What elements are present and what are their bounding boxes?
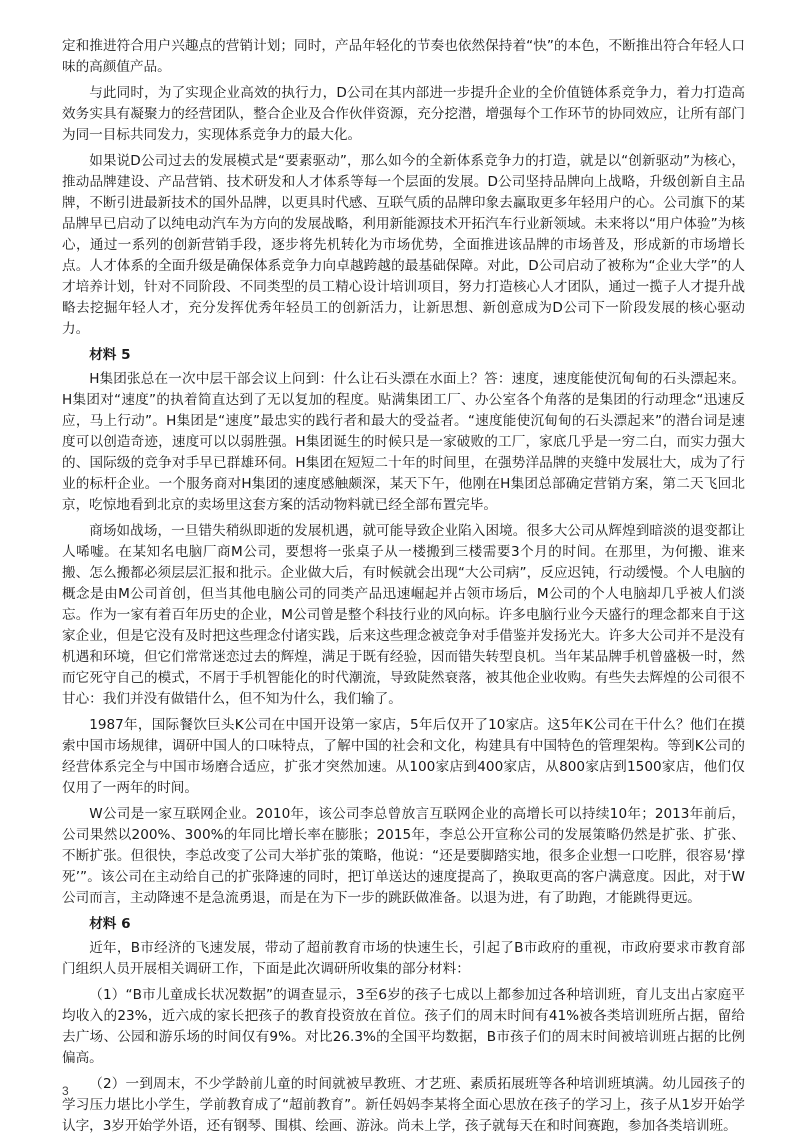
paragraph: （2）一到周末，不少学龄前儿童的时间就被早教班、才艺班、素质拓展班等各种培训班填满。幼儿园孩子的学习压力堪比小学生，学前教育成了“超前教育”。新任妈妈李某将全面心思放在孩子的学习上，孩子从1岁开始学认字，3岁开始学外语，还有钢琴、围棋、绘画、游泳。尚未上学，孩子就每天在和时间赛跑，参加各类培训班。 — [62, 1076, 745, 1134]
page-number: 3 — [62, 1084, 69, 1098]
paragraph: 近年，B市经济的飞速发展，带动了超前教育市场的快速生长，引起了B市政府的重视，市政府要求市教育部门组织人员开展相关调研工作，下面是此次调研所收集的部分材料： — [62, 940, 745, 977]
paragraph: 商场如战场，一旦错失稍纵即逝的发展机遇，就可能导致企业陷入困境。很多大公司从辉煌到暗淡的退变都让人唏嘘。在某知名电脑厂商M公司，要想将一张桌子从一楼搬到三楼需要3个月的时间。在那里，为何搬、谁来搬、怎么搬都必须层层汇报和批示。企业做大后，有时候就会出现“大公司病”，反应迟钝，行动缓慢。个人电脑的概念是由M公司首创，但当其他电脑公司的同类产品迅速崛起并占领市场后，M公司的个人电脑却几乎被人们淡忘。作为一家有着百年历史的企业，M公司曾是整个科技行业的风向标。许多电脑行业今天盛行的理念都来自于这家企业，但是它没有及时把这些理念付诸实践，后来这些理念被竞争对手借鉴并发扬光大。许多大公司并不是没有机遇和环境，但它们常常迷恋过去的辉煌，满足于既有经验，因而错失转型良机。当年某品牌手机曾盛极一时，然而它死守自己的模式，不屑于手机智能化的时代潮流，导致陡然衰落，被其他企业收购。有些失去辉煌的公司很不甘心：我们并没有做错什么，但不知为什么，我们输了。 — [62, 523, 745, 707]
paragraph: H集团张总在一次中层干部会议上问到：什么让石头漂在水面上？答：速度，速度能使沉甸甸的石头漂起来。H集团对“速度”的执着简直达到了无以复加的程度。贴满集团工厂、办公室各个角落的是集团的行动理念“迅速反应，马上行动”。H集团是“速度”最忠实的践行者和最大的受益者。“速度能使沉甸甸的石头漂起来”的潜台词是速度可以创造奇迹，速度可以以弱胜强。H集团诞生的时候只是一家破败的工厂，家底几乎是一穷二白，而实力强大的、国际级的竞争对手早已群雄环伺。H集团在短短二十年的时间里，在强势洋品牌的夹缝中发展壮大，成为了行业的标杆企业。一个服务商对H集团的速度感触颇深，某天下午，他刚在H集团总部确定营销方案，第二天飞回北京，吃惊地看到北京的卖场里这套方案的活动物料就已经全部布置完毕。 — [62, 371, 745, 513]
paragraph: W公司是一家互联网企业。2010年，该公司李总曾放言互联网企业的高增长可以持续10年；2013年前后，公司果然以200%、300%的年同比增长率在膨胀；2015年，李总公开宣称公司的发展策略仍然是扩张、扩张、不断扩张。但很快，李总改变了公司大举扩张的策略，他说：“还是要脚踏实地，很多企业想一口吃胖，很容易‘撑死’”。该公司在主动给自己的扩张降速的同时，把订单送达的速度提高了，换取更高的客户满意度。因此，对于W公司而言，主动降速不是急流勇退，而是在为下一步的跳跃做准备。以退为进，有了助跑，才能跳得更远。 — [62, 806, 745, 906]
paragraph: 1987年，国际餐饮巨头K公司在中国开设第一家店，5年后仅开了10家店。这5年K公司在干什么？他们在摸索中国市场规律，调研中国人的口味特点，了解中国的社会和文化，构建具有中国特色的管理架构。等到K公司的经营体系完全与中国市场磨合适应，扩张才突然加速。从100家店到400家店，从800家店到1500家店，他们仅仅用了一两年的时间。 — [62, 717, 745, 796]
document-page — [62, 36, 745, 1142]
paragraph: （1）“B市儿童成长状况数据”的调查显示，3至6岁的孩子七成以上都参加过各种培训班，育儿支出占家庭平均收入的23%，近六成的家长把孩子的教育投资放在首位。孩子们的周末时间有41%被各类培训班所占据，留给去广场、公园和游乐场的时间仅有9%。对比26.3%的全国平均数据，B市孩子们的周末时间被培训班占据的比例偏高。 — [62, 987, 745, 1066]
paragraph: 与此同时，为了实现企业高效的执行力，D公司在其内部进一步提升企业的全价值链体系竞争力，着力打造高效务实具有凝聚力的经营团队，整合企业及合作伙伴资源，充分挖潜，增强每个工作环节的协同效应，让所有部门为同一目标共同发力，实现体系竞争力的最大化。 — [62, 85, 745, 143]
paragraph: 如果说D公司过去的发展模式是“要素驱动”，那么如今的全新体系竞争力的打造，就是以“创新驱动”为核心，推动品牌建设、产品营销、技术研发和人才体系等每一个层面的发展。D公司坚持品牌向上战略，升级创新自主品牌，不断引进最新技术的国外品牌，以更具时代感、互联气质的品牌印象去赢取更多年轻用户的心。公司旗下的某品牌早已启动了以纯电动汽车为方向的发展战略，利用新能源技术开拓汽车行业新领域。未来将以“用户体验”为核心，通过一系列的创新营销手段，逐步将先机转化为市场优势，全面推进该品牌的市场普及，形成新的市场增长点。人才体系的全面升级是确保体系竞争力向卓越跨越的最基础保障。对此，D公司启动了被称为“企业大学”的人才培养计划，针对不同阶段、不同类型的员工精心设计培训项目，努力打造核心人才团队，通过一揽子人才提升战略去挖掘年轻人才，充分发挥优秀年轻员工的创新活力，让新思想、新创意成为D公司下一阶段发展的核心驱动力。 — [62, 153, 745, 337]
section-heading-material-5: 材料 5 — [89, 347, 131, 363]
section-heading-material-6: 材料 6 — [89, 916, 131, 932]
paragraph-continuation: 定和推进符合用户兴趣点的营销计划；同时，产品年轻化的节奏也依然保持着“快”的本色，不断推出符合年轻人口味的高颜值产品。 — [62, 38, 745, 75]
